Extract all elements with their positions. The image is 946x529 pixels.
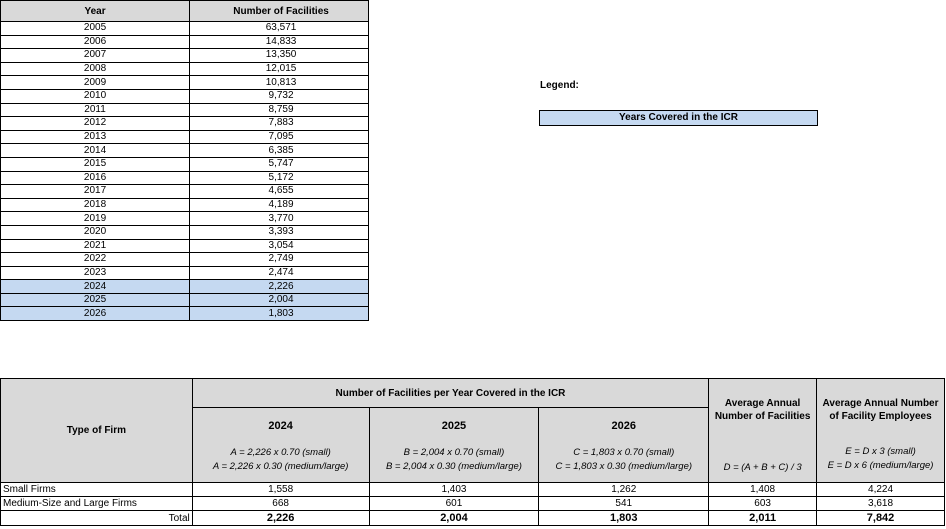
year-row <box>1 117 369 131</box>
avg-employees-header: Average Annual Number of Facility Employees E = D x 3 (small) E = D x 6 (medium/large) <box>817 379 945 483</box>
facilities-cell: 12,015 <box>190 62 369 76</box>
year-row <box>1 89 369 103</box>
year-row <box>1 198 369 212</box>
total-value-cell: 2,226 <box>192 511 369 526</box>
total-value-cell: 2,004 <box>369 511 539 526</box>
year-2026-header: 2026 C = 1,803 x 0.70 (small) C = 1,803 x 0.30 (medium/large) <box>539 408 709 483</box>
year-cell: 2016 <box>1 171 190 185</box>
facilities-column-header: Number of Facilities <box>190 1 369 22</box>
firm-type-cell: Small Firms <box>1 483 193 497</box>
year-cell: 2026 <box>1 307 190 321</box>
facilities-cell: 14,833 <box>190 35 369 49</box>
year-cell: 2025 <box>1 293 190 307</box>
year-cell: 2011 <box>1 103 190 117</box>
firm-value-cell: 1,408 <box>709 483 817 497</box>
total-row <box>1 511 945 526</box>
facilities-cell: 3,393 <box>190 225 369 239</box>
year-row <box>1 307 369 321</box>
firm-row <box>1 497 945 511</box>
legend-label: Legend: <box>540 80 579 91</box>
year-row <box>1 144 369 158</box>
facilities-cell: 7,883 <box>190 117 369 131</box>
facilities-cell: 7,095 <box>190 130 369 144</box>
firm-value-cell: 1,262 <box>539 483 709 497</box>
year-cell: 2022 <box>1 253 190 267</box>
facilities-cell: 3,770 <box>190 212 369 226</box>
firm-value-cell: 1,403 <box>369 483 539 497</box>
year-cell: 2006 <box>1 35 190 49</box>
facilities-per-year-group-header: Number of Facilities per Year Covered in the ICR <box>192 379 708 408</box>
total-label: Total <box>1 511 193 526</box>
year-row <box>1 171 369 185</box>
firm-value-cell: 541 <box>539 497 709 511</box>
year-row <box>1 103 369 117</box>
facilities-cell: 9,732 <box>190 89 369 103</box>
year-column-header: Year <box>1 1 190 22</box>
year-row <box>1 225 369 239</box>
firm-value-cell: 1,558 <box>192 483 369 497</box>
year-row <box>1 212 369 226</box>
year-cell: 2014 <box>1 144 190 158</box>
total-value-cell: 1,803 <box>539 511 709 526</box>
firm-value-cell: 603 <box>709 497 817 511</box>
facilities-cell: 5,172 <box>190 171 369 185</box>
year-2025-header: 2025 B = 2,004 x 0.70 (small) B = 2,004 x 0.30 (medium/large) <box>369 408 539 483</box>
year-cell: 2009 <box>1 76 190 90</box>
year-cell: 2012 <box>1 117 190 131</box>
facilities-by-firm-type-table <box>0 378 945 526</box>
year-cell: 2005 <box>1 22 190 36</box>
facilities-by-year-table <box>0 0 369 321</box>
year-row <box>1 293 369 307</box>
facilities-cell: 10,813 <box>190 76 369 90</box>
year-row <box>1 76 369 90</box>
year-row <box>1 266 369 280</box>
year-cell: 2008 <box>1 62 190 76</box>
facilities-cell: 13,350 <box>190 49 369 63</box>
year-table-header-row <box>1 1 369 22</box>
facilities-cell: 3,054 <box>190 239 369 253</box>
year-row <box>1 280 369 294</box>
type-of-firm-header: Type of Firm <box>1 379 193 483</box>
total-value-cell: 2,011 <box>709 511 817 526</box>
year-cell: 2013 <box>1 130 190 144</box>
legend-covered-years-swatch: Years Covered in the ICR <box>539 110 818 126</box>
firm-type-cell: Medium-Size and Large Firms <box>1 497 193 511</box>
firm-value-cell: 601 <box>369 497 539 511</box>
firm-value-cell: 3,618 <box>817 497 945 511</box>
year-row <box>1 130 369 144</box>
year-cell: 2015 <box>1 157 190 171</box>
facilities-cell: 4,189 <box>190 198 369 212</box>
year-row <box>1 157 369 171</box>
facilities-cell: 2,474 <box>190 266 369 280</box>
facilities-cell: 63,571 <box>190 22 369 36</box>
facilities-cell: 8,759 <box>190 103 369 117</box>
year-row <box>1 49 369 63</box>
facilities-cell: 6,385 <box>190 144 369 158</box>
year-cell: 2024 <box>1 280 190 294</box>
year-cell: 2023 <box>1 266 190 280</box>
year-row <box>1 62 369 76</box>
firm-row <box>1 483 945 497</box>
avg-facilities-header: Average Annual Number of Facilities D = (A + B + C) / 3 <box>709 379 817 483</box>
year-cell: 2017 <box>1 185 190 199</box>
facilities-cell: 1,803 <box>190 307 369 321</box>
year-cell: 2010 <box>1 89 190 103</box>
firm-value-cell: 4,224 <box>817 483 945 497</box>
year-cell: 2018 <box>1 198 190 212</box>
facilities-cell: 4,655 <box>190 185 369 199</box>
year-cell: 2021 <box>1 239 190 253</box>
year-row <box>1 185 369 199</box>
facilities-cell: 5,747 <box>190 157 369 171</box>
year-row <box>1 22 369 36</box>
year-row <box>1 35 369 49</box>
total-value-cell: 7,842 <box>817 511 945 526</box>
year-2024-header: 2024 A = 2,226 x 0.70 (small) A = 2,226 x 0.30 (medium/large) <box>192 408 369 483</box>
facilities-cell: 2,749 <box>190 253 369 267</box>
year-row <box>1 253 369 267</box>
facilities-cell: 2,004 <box>190 293 369 307</box>
year-cell: 2019 <box>1 212 190 226</box>
year-row <box>1 239 369 253</box>
facilities-cell: 2,226 <box>190 280 369 294</box>
firm-value-cell: 668 <box>192 497 369 511</box>
year-cell: 2007 <box>1 49 190 63</box>
year-cell: 2020 <box>1 225 190 239</box>
